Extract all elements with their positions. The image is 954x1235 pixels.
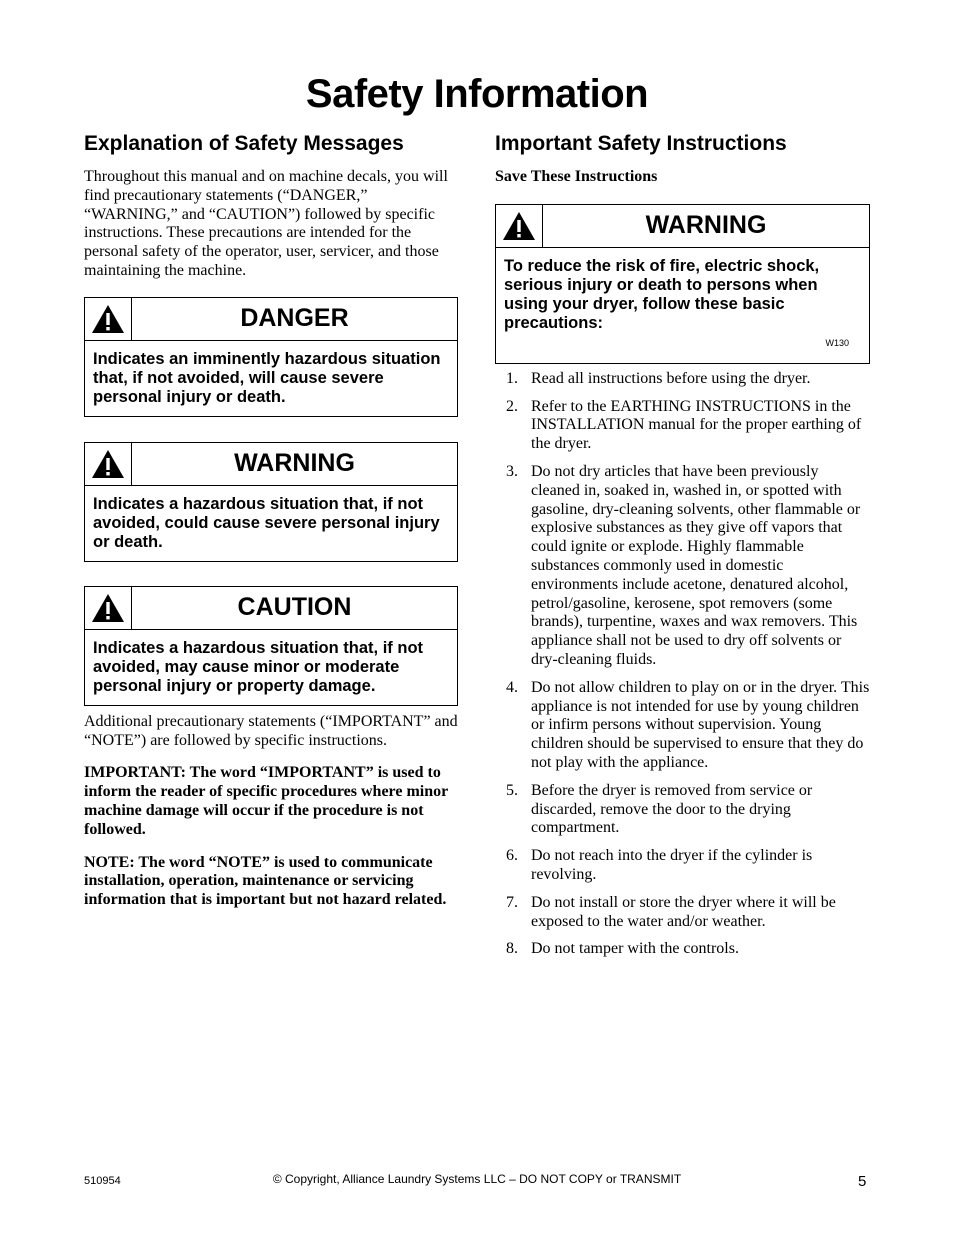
caution-signal-word: CAUTION <box>237 593 352 622</box>
warning-box-header <box>85 443 457 486</box>
list-item: 7. Do not install or store the dryer where it will be exposed to the water and/or weather. <box>506 893 836 930</box>
note-paragraph: NOTE: The word “NOTE” is used to communicate installation, operation, maintenance or servicing information that is important but not hazard related. <box>84 853 447 909</box>
right-column <box>495 132 870 968</box>
page-title: Safety Information <box>305 72 649 116</box>
list-item: 2. Refer to the EARTHING INSTRUCTIONS in the INSTALLATION manual for the proper earthing of the dryer. <box>506 397 862 453</box>
warning-triangle-icon <box>496 205 543 247</box>
left-column <box>84 132 458 910</box>
instructions-list <box>495 370 870 959</box>
section-heading-instructions: Important Safety Instructions <box>495 132 787 155</box>
list-item: 6. Do not reach into the dryer if the cylinder is revolving. <box>506 847 813 883</box>
section-heading-explanation: Explanation of Safety Messages <box>84 132 404 155</box>
save-instructions-subheading: Save These Instructions <box>495 168 658 185</box>
warning-triangle-icon <box>85 443 132 485</box>
doc-number: 510954 <box>84 1175 121 1187</box>
instructions-warning-box <box>495 204 870 364</box>
warning-signal-word: WARNING <box>234 449 355 478</box>
instructions-warning-signal-word: WARNING <box>645 211 767 240</box>
warning-box <box>84 442 458 562</box>
danger-description: Indicates an imminently hazardous situation that, if not avoided, will cause severe personal injury or death. <box>93 349 441 406</box>
important-paragraph: IMPORTANT: The word “IMPORTANT” is used to inform the reader of specific procedures where minor machine damage will occur if the procedure is not followed. <box>84 764 448 838</box>
warning-triangle-icon <box>85 587 132 629</box>
list-item: 3. Do not dry articles that have been previously cleaned in, soaked in, washed in, or spotted with gasoline, dry-cleaning solvents, other flammable or explosive substances as they give off vapors that could ignite or explode. Highly flammable substances commonly used in domestic environments include acetone, denatured alcohol, petrol/gasoline, kerosene, spot removers (some brands), turpentine, waxes and wax removers. This appliance shall not be used to dry off solvents or dry-cleaning fluids. <box>506 462 861 668</box>
caution-box <box>84 586 458 706</box>
danger-signal-word: DANGER <box>240 304 349 333</box>
instructions-warning-header <box>496 205 869 248</box>
instructions-warning-text: To reduce the risk of fire, electric shock, serious injury or death to persons when using your dryer, follow these basic precautions: <box>504 256 820 332</box>
list-item: 5. Before the dryer is removed from service or discarded, remove the door to the drying compartment. <box>506 781 813 837</box>
instructions-warning-body <box>496 248 869 363</box>
warning-code: W130 <box>825 337 849 348</box>
copyright-notice: © Copyright, Alliance Laundry Systems LLC – DO NOT COPY or TRANSMIT <box>272 1172 682 1186</box>
warning-triangle-icon <box>85 298 132 340</box>
danger-box-header <box>85 298 457 341</box>
page-number: 5 <box>858 1173 867 1190</box>
additional-statements-paragraph: Additional precautionary statements (“IMPORTANT” and “NOTE”) are followed by specific instructions. <box>84 712 458 749</box>
list-item: 1. Read all instructions before using the dryer. <box>506 369 811 387</box>
danger-box <box>84 297 458 417</box>
caution-box-header <box>85 587 457 630</box>
caution-description: Indicates a hazardous situation that, if not avoided, may cause minor or moderate personal injury or property damage. <box>93 638 424 695</box>
intro-paragraph: Throughout this manual and on machine decals, you will find precautionary statements (“DANGER,” “WARNING,” and “CAUTION”) followed by specific instructions. These precautions are intended for the personal safety of the operator, user, servicer, and those maintaining the machine. <box>84 168 448 279</box>
warning-description: Indicates a hazardous situation that, if not avoided, could cause severe personal injury or death. <box>93 494 440 551</box>
list-item: 8. Do not tamper with the controls. <box>506 940 739 958</box>
list-item: 4. Do not allow children to play on or in the dryer. This appliance is not intended for use by young children or infirm persons without supervision. Young children should be supervised to ensure that they do not play with the appliance. <box>506 678 870 771</box>
